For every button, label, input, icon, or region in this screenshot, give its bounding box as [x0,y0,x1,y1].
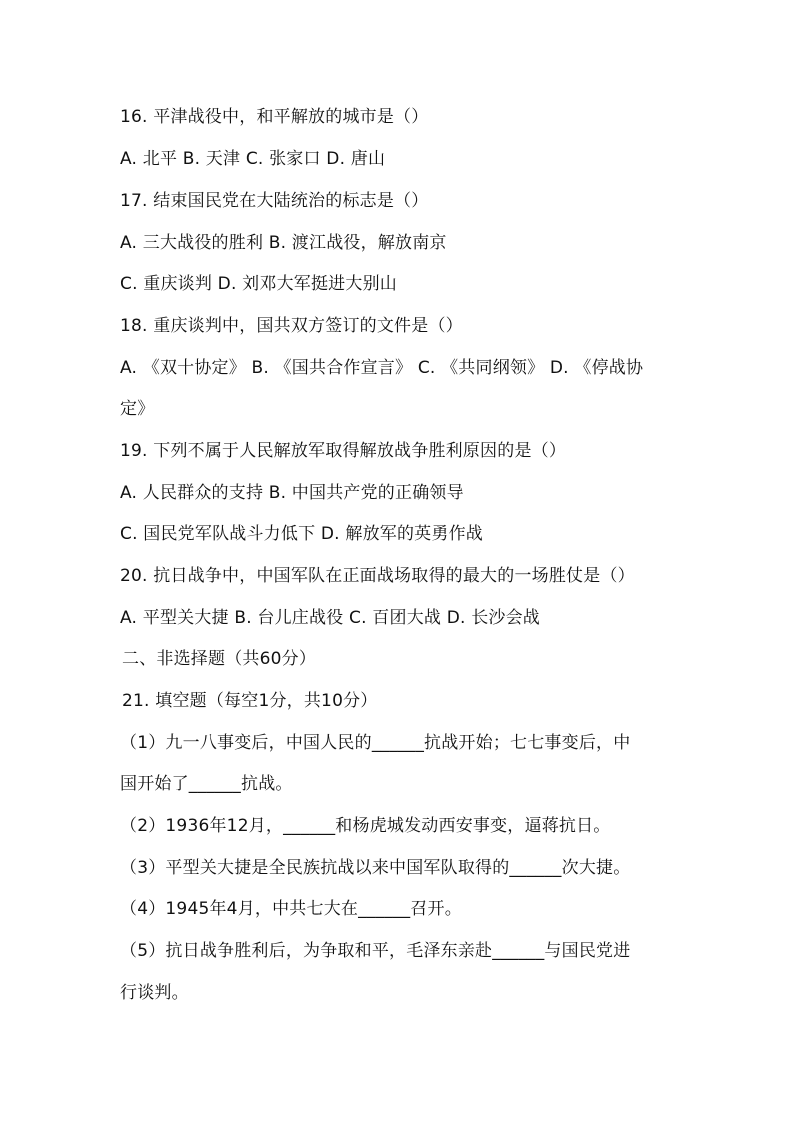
question-17: 17. 结束国民党在大陆统治的标志是（） [120,191,429,211]
blank-1-line1: （1）九一八事变后，中国人民的______抗战开始；七七事变后，中 [120,733,631,753]
question-19-options-line2: C. 国民党军队战斗力低下 D. 解放军的英勇作战 [120,524,483,544]
question-19-options-line1: A. 人民群众的支持 B. 中国共产党的正确领导 [120,483,464,503]
blank-4: （4）1945年4月，中共七大在______召开。 [120,899,462,919]
blank-3: （3）平型关大捷是全民族抗战以来中国军队取得的______次大捷。 [120,858,631,878]
blank-5-line1: （5）抗日战争胜利后，为争取和平，毛泽东亲赴______与国民党进 [120,941,631,961]
blank-5-line2: 行谈判。 [120,983,189,1003]
question-16-options: A. 北平 B. 天津 C. 张家口 D. 唐山 [120,149,386,169]
question-21-title: 21. 填空题（每空1分，共10分） [122,691,378,711]
question-20: 20. 抗日战争中，中国军队在正面战场取得的最大的一场胜仗是（） [120,566,635,586]
question-17-options-line1: A. 三大战役的胜利 B. 渡江战役，解放南京 [120,233,447,253]
blank-2: （2）1936年12月，______和杨虎城发动西安事变，逼蒋抗日。 [120,816,611,836]
question-20-options: A. 平型关大捷 B. 台儿庄战役 C. 百团大战 D. 长沙会战 [120,608,540,628]
question-16: 16. 平津战役中，和平解放的城市是（） [120,107,429,127]
section-heading: 二、非选择题（共60分） [122,649,317,669]
question-18-options: A. 《双十协定》 B. 《国共合作宣言》 C. 《共同纲领》 D. 《停战协 [120,358,644,378]
question-18: 18. 重庆谈判中，国共双方签订的文件是（） [120,316,463,336]
blank-1-line2: 国开始了______抗战。 [120,774,293,794]
question-18-options-wrap: 定》 [120,399,155,419]
question-17-options-line2: C. 重庆谈判 D. 刘邓大军挺进大别山 [120,274,397,294]
question-19: 19. 下列不属于人民解放军取得解放战争胜利原因的是（） [120,441,567,461]
